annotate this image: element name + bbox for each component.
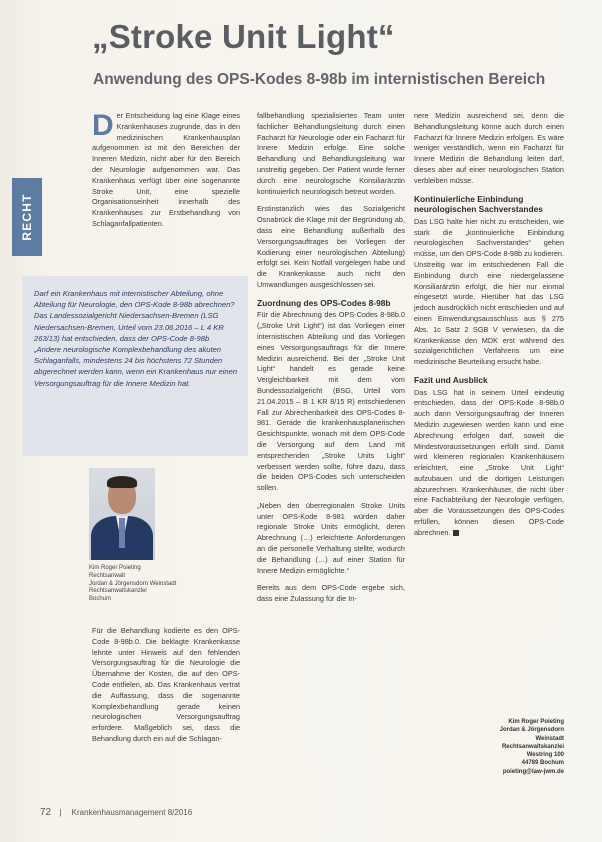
- conclusion-text: Das LSG hat in seinem Urteil eindeutig entschieden, dass der OPS-Kode 8-98b.0 auch dann Versorgungsauftrag der Inneren Medizin zugewiesen werden kann und eine Abrechnung erfolgen darf, soweit die Mindestvoraussetzungen erfüllt sind. Damit wird kleineren regionalen Krankenhäusern erleichtert, eine „Stroke Unit Light“ aufzubauen und die dortigen Leistungen abzurechnen. Krankenhäuser, die nicht über eine Fachabteilung der Neurologie verfügen, aber die Voraussetzungen des OPS-Codes erfüllen, können diesen OPS-Code abrechnen.: [414, 387, 564, 537]
- author-name: Kim Roger Poieting: [508, 719, 564, 725]
- teaser-box: [22, 276, 248, 456]
- author-firm-type: Rechtsanwaltskanzlei: [501, 743, 564, 750]
- intro-paragraph: [92, 111, 240, 230]
- footer-separator: |: [59, 808, 62, 817]
- body-paragraph: Erstinstanzlich wies das Sozialgericht Osnabrück die Klage mit der Begründung ab, dass eine Behandlung außerhalb des Versorgungsauftrages bei Vorliegen der Kodierung einer neurologischen Abteilung) erfolgt sei. Kein Notfall vorgelegen habe und die Krankenkasse auch nicht den Umwandlungen ausgeschlossen sei.: [257, 204, 405, 289]
- quoted-paragraph: „Neben den überregionalen Stroke Units unter OPS-Kode 8-981 würden daher regionale Stroke Units ermöglicht, deren Abrechnung (…) erleichterte Anforderungen an die personelle Verhaltung stellte, wodurch die Behandlung (…) auf einer Station für Innere Medizin ermöglichte.“: [257, 500, 405, 575]
- section-tab: [12, 178, 42, 256]
- author-email: poieting@law-jwm.de: [502, 768, 564, 775]
- photo-tie: [119, 518, 125, 548]
- page-footer: [40, 807, 192, 818]
- body-paragraph: [414, 388, 564, 539]
- author-photo: [89, 468, 155, 560]
- body-paragraph: Für die Abrechnung des OPS-Codes 8-98b.0 („Stroke Unit Light“) ist das Vorliegen einer internistischen Abteilung und das Vorliegen eines Versorgungsauftrags für die Innere Medizin ausreichend. Bei der „Stroke Unit Light“ handelt es gerade keine Vergleichbarkeit mit dem vom Bundessozialgericht (BSG, Urteil vom 21.04.2015 – B 1 KR 8/15 R) entschiedenen Fall zur Abrechenbarkeit des OPS-Codes 8-981. Gerade die krankenhausplanerischen Gesichtspunkte, wonach mit dem OPS-Code die Versorgung auf dem Land mit entsprechenden „Stroke Units Light“ verbessert werden sollte, führe dazu, dass die beiden OPS-Codes sich unterscheiden sollen.: [257, 310, 405, 493]
- section-tab-label: RECHT: [20, 193, 34, 241]
- photo-hair: [107, 476, 137, 488]
- column-3: [414, 111, 564, 546]
- publication-name: Krankenhausmanagement 8/2016: [71, 808, 193, 817]
- column-1-bottom: [92, 626, 240, 752]
- end-mark-icon: [453, 530, 459, 536]
- caption-line: Rechtsanwaltskanzlei: [89, 588, 147, 595]
- column-1-top: [92, 111, 240, 237]
- author-city: 44789 Bochum: [521, 760, 564, 767]
- caption-line: Bochum: [89, 596, 112, 603]
- teaser-text: Darf ein Krankenhaus mit internistischer Abteilung, ohne Abteilung für Neurologie, den OPS-Kode 8-98b abrechnen? Das Landessozialgericht Niedersachsen-Bremen (LSG Niedersachsen-Bremen, Urteil vom 23.06.2016 – L 4 KR 263/13) hat entschieden, dass der OPS-Code 8-98b „Andere neurologische Komplexbehandlung des akuten Schlaganfalls, mindestens 24 bis höchstens 72 Stunden abgerechnet werden kann, wenn ein Krankenhaus nur einen Versorgungsauftrag für die Innere Medizin hat.: [34, 289, 238, 388]
- body-paragraph: Das LSG halte hier nicht zu entscheiden, wie stark die „kontinuierliche Einbindung neurologischen Sachverstandes“ gehen müsse, um den OPS-Code 8-98b zu kodieren. Unstreitig war im entschiedenen Fall die Einbindung durch eine niedergelassene Konsiliarärztin erfolgt, die hier nur einmal eingesetzt wurde. Hierüber hat das LSG jedoch ausdrücklich nicht entschieden und auf einen Einwendungsausschluss aus § 275 Abs. 1c Satz 2 SGB V verwiesen, da die Krankenkasse den MDK erst während des sozialgerichtlichen Verfahrens um eine medizinische Beurteilung ersucht habe.: [414, 216, 564, 367]
- section-heading: Zuordnung des OPS-Codes 8-98b: [257, 297, 391, 308]
- article-title: „Stroke Unit Light“: [92, 18, 395, 55]
- body-paragraph: nere Medizin ausreichend sei, denn die Behandlungsleitung könne auch durch einen Facharzt für Innere Medizin erfolgen. Es wäre weniger verständlich, wenn ein Facharzt für Innere Medizin die Behandlung leiten darf, dieses aber auf einer neurologischen Station verbleiben müsse.: [414, 111, 564, 185]
- body-paragraph: Bereits aus dem OPS-Code ergebe sich, dass eine Zulassung für die In-: [257, 583, 405, 604]
- author-contact: [470, 718, 564, 776]
- body-paragraph: fallbehandlung spezialisiertes Team unter fachlicher Behandlungsleitung durch einen Facharzt für Neurologie oder ein Facharzt für Innere Medizin erfolge. Eine solche Behandlung und Behandlungsleitung war unstreitig gegeben. Der Patient wurde ferner durch eine neurologische Konsiliarärztin kontinuierlich neurologisch betreut worden.: [257, 111, 405, 196]
- body-paragraph: Für die Behandlung kodierte es den OPS-Code 8-98b.0. Die beklagte Krankenkasse lehnte unter Hinweis auf den fehlenden Versorgungsauftrag für die Neurologie die Übernahme der Kosten, die auf den OPS-Code entfielen, ab. Das Krankenhaus vertrat die Auffassung, dass die sogenannte Komplexbehandlung gerade keinen neurologischen Versorgungsauftrag erfordere. Maßgeblich sei, dass die Behandlung durch ein auf die Schlagan-: [92, 626, 240, 743]
- page-number: 72: [40, 807, 52, 818]
- author-firm: Jordan & Jörgensdorn Weinstadt: [499, 727, 564, 742]
- caption-line: Rechtsanwalt: [89, 572, 126, 579]
- article-subtitle: Anwendung des OPS-Kodes 8-98b im internistischen Bereich: [93, 71, 546, 88]
- section-heading: Fazit und Ausblick: [414, 374, 488, 385]
- author-street: Westring 100: [526, 752, 564, 759]
- caption-line: Kim Roger Poieting: [89, 565, 141, 571]
- section-heading: Kontinuierliche Einbindung neurologischen Sachverstandes: [414, 193, 543, 215]
- column-2: [257, 111, 405, 612]
- drop-cap: D: [92, 109, 114, 142]
- photo-caption: [89, 565, 229, 604]
- intro-text: er Entscheidung lag eine Klage eines Krankenhauses zugrunde, das in den medizinischen Krankenhausplan aufgenommen ist mit den Bereichen der Inneren Medizin, nicht aber für den Bereich der Neurologie aufgenommen war. Das Krankenhaus verfügt über eine sogenannte Stroke Unit, eine spezielle Organisationseinheit innerhalb des Krankenhauses zur Erstbehandlung von Schlaganfallpatienten.: [92, 111, 240, 228]
- caption-line: Jordan & Jörgensdorn Weinstadt: [89, 580, 177, 587]
